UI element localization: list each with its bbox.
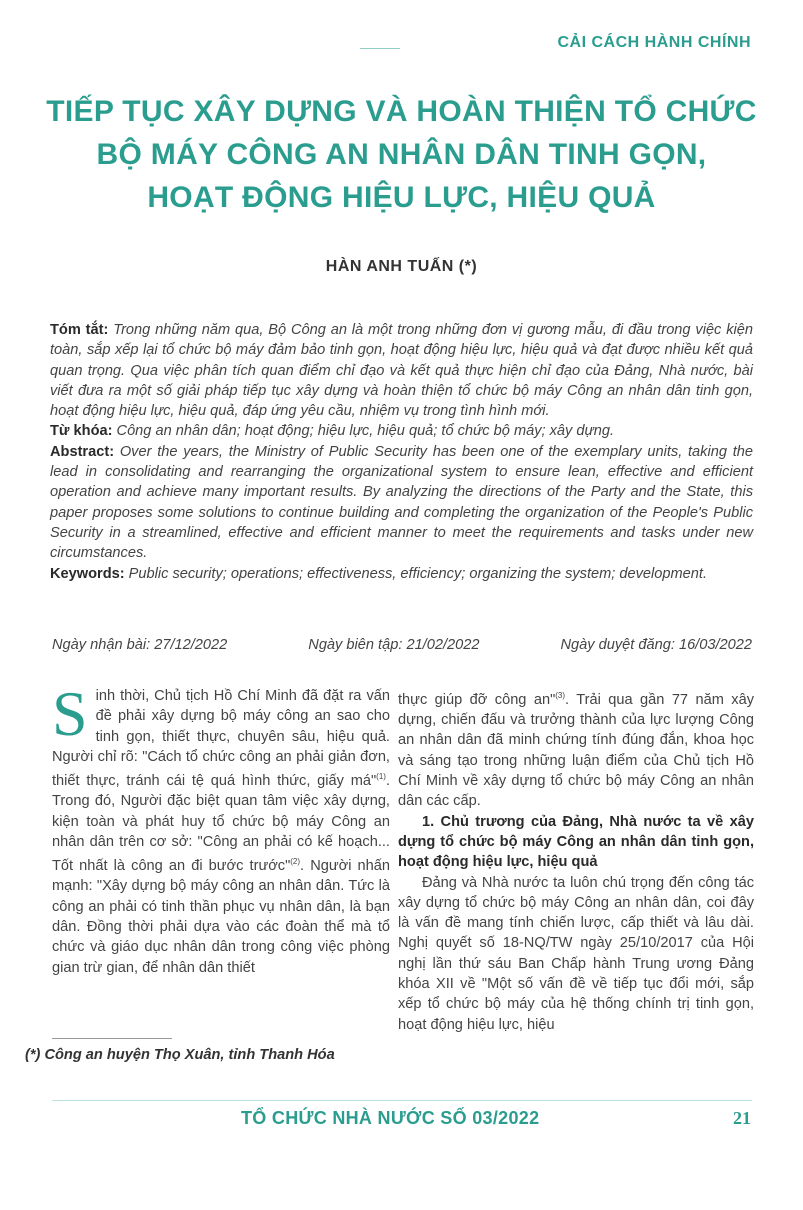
abstract-en	[50, 442, 753, 564]
footer-rule	[52, 1100, 752, 1101]
footnote-rule	[52, 1038, 172, 1039]
author-footnote: (*) Công an huyện Thọ Xuân, tỉnh Thanh Hóa	[25, 1047, 335, 1063]
body-column-right	[398, 686, 754, 1035]
title-line-3: HOẠT ĐỘNG HIỆU LỰC, HIỆU QUẢ	[147, 181, 656, 214]
body-paragraph: Đảng và Nhà nước ta luôn chú trọng đến công tác xây dựng tổ chức bộ máy Công an nhân dân, coi đây là vấn đề mang tính chiến lược, cấp thiết và lâu dài. Nghị quyết số 18-NQ/TW ngày 25/10/2017 của Hội nghị lần thứ sáu Ban Chấp hành Trung ương Đảng khóa XII về "Một số vấn đề về tiếp tục đổi mới, sắp xếp tổ chức bộ máy của hệ thống chính trị tinh gọn, hoạt động hiệu lực, hiệu	[398, 874, 754, 1033]
article-title	[20, 90, 783, 219]
footnote-ref-1: (1)	[376, 772, 386, 782]
body-paragraph	[398, 686, 754, 812]
author: HÀN ANH TUẤN (*)	[325, 258, 478, 275]
body-text: . Trong đó, Người đặc biệt quan tâm việc xây dựng, kiện toàn và phát huy tổ chức bộ máy Công an nhân dân trên cơ sở: "Công an phải có kế hoạch... Tốt nhất là công an đi bước trước"	[52, 773, 390, 875]
journal-name: TỔ CHỨC NHÀ NƯỚC SỐ 03/2022	[241, 1108, 540, 1128]
date-received: Ngày nhận bài: 27/12/2022	[52, 637, 228, 653]
keywords-vi	[50, 421, 753, 441]
summary-text: Trong những năm qua, Bộ Công an là một trong những đơn vị gương mẫu, đi đầu trong việc kiện toàn, sắp xếp lại tổ chức bộ máy đảm bảo tinh gọn, hoạt động hiệu lực, hiệu quả và đạt được nhiều kết quả quan trọng. Qua việc phân tích quan điểm chỉ đạo và kết quả thực hiện chỉ đạo của Đảng, Nhà nước, bài viết đưa ra một số giải pháp tiếp tục xây dựng và hoàn thiện tổ chức bộ máy Công an nhân dân tinh gọn, hoạt động hiệu lực, hiệu quả, đáp ứng yêu cầu, nhiệm vụ trong tình hình mới.	[50, 322, 753, 420]
date-edited: Ngày biên tập: 21/02/2022	[308, 637, 480, 653]
keywords-en-text: Public security; operations; effectiveness, efficiency; organizing the system; development.	[124, 565, 708, 582]
keywords-vi-text: Công an nhân dân; hoạt động; hiệu lực, hiệu quả; tổ chức bộ máy; xây dựng.	[112, 423, 615, 440]
footnote-ref-2: (2)	[290, 857, 301, 867]
title-line-2: BỘ MÁY CÔNG AN NHÂN DÂN TINH GỌN,	[96, 138, 707, 171]
body-text: . Trải qua gần 77 năm xây dựng, chiến đấu và trưởng thành của lực lượng Công an nhân dân đã minh chứng tính đúng đắn, khoa học và sáng tạo trong những luận điểm của Chủ tịch Hồ Chí Minh về xây dựng tổ chức bộ máy Công an nhân dân các cấp.	[398, 691, 754, 810]
abstract-text: Over the years, the Ministry of Public Security has been one of the exemplary units, taking the lead in consolidating and rearranging the organizational system to ensure lean, effective and efficient operation and achieve many important results. By analyzing the directions of the Party and the State, this paper proposes some solutions to continue building and completing the organization of the People's Public Security in a streamlined, effective and efficient manner to meet the requirements and tasks under new circumstances.	[50, 443, 753, 562]
dropcap: S	[52, 678, 88, 749]
abstract-block	[50, 320, 753, 584]
section-label: CẢI CÁCH HÀNH CHÍNH	[557, 34, 751, 51]
keywords-en-label: Keywords:	[50, 565, 125, 582]
body-text: inh thời, Chủ tịch Hồ Chí Minh đã đặt ra vấn đề phải xây dựng bộ máy công an sao cho tinh gọn, thiết thực, chuyên sâu, hiệu quả. Người chỉ rõ: "Cách tổ chức công an phải giản đơn, thiết thực, tránh cái tệ quá hình thức, giấy má"	[52, 688, 390, 790]
keywords-vi-label: Từ khóa:	[50, 423, 113, 440]
page-number: 21	[733, 1108, 751, 1128]
footnote-ref-3: (3)	[555, 691, 566, 700]
body-column-left	[52, 678, 391, 978]
body-text: thực giúp đỡ công an"	[398, 691, 556, 708]
date-approved: Ngày duyệt đăng: 16/03/2022	[560, 637, 752, 653]
section-heading: 1. Chủ trương của Đảng, Nhà nước ta về xây dựng tổ chức bộ máy Công an nhân dân tinh gọn, hoạt động hiệu lực, hiệu quả	[398, 813, 754, 871]
abstract-label: Abstract:	[50, 443, 115, 460]
keywords-en	[50, 564, 753, 584]
summary-label: Tóm tắt:	[50, 322, 109, 338]
header-rule	[360, 48, 400, 49]
dates-row	[52, 637, 752, 653]
summary-vi	[50, 320, 753, 421]
title-line-1: TIẾP TỤC XÂY DỰNG VÀ HOÀN THIỆN TỔ CHỨC	[46, 95, 757, 128]
body-text: . Người nhấn mạnh: "Xây dựng bộ máy công an nhân dân. Tức là công an phải có tinh thần phục vụ nhân dân, là bạn dân. Đồng thời phải dựa vào các đoàn thể mà tổ chức và giáo dục nhân dân trong công việc phòng gian trừ gian, để nhân dân thiết	[52, 858, 391, 976]
body-paragraph	[52, 678, 391, 978]
